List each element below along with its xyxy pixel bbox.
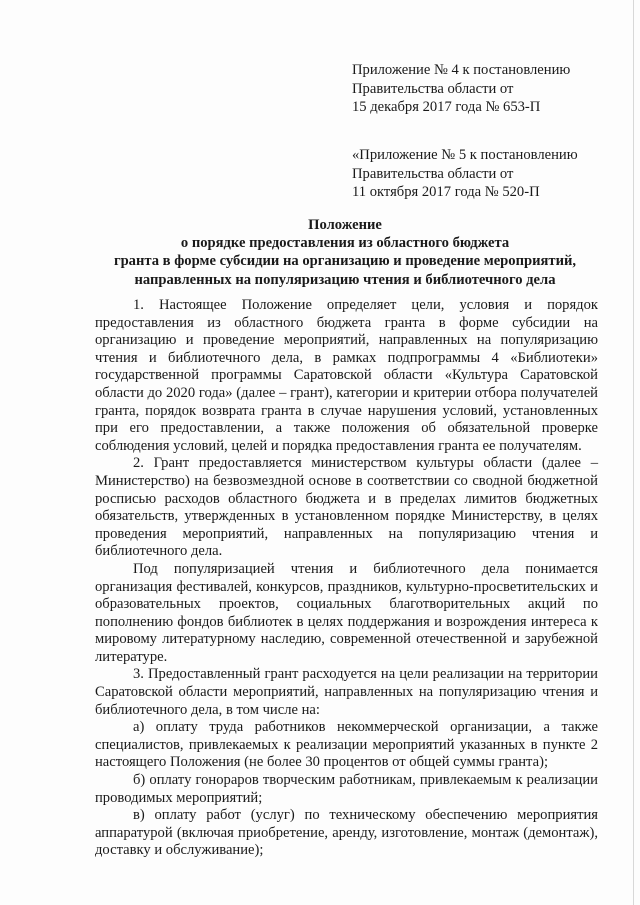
- appendix-current-line-2: Правительства области от: [352, 80, 514, 97]
- appendix-previous-line-1: «Приложение № 5 к постановлению: [352, 147, 578, 163]
- paragraph-2: 2. Грант предоставляется министерством культуры области (далее – Министерство) на безвозмездной основе в соответствии со сводной бюджетной росписью расходов областного бюджета и в пределах лимитов бюджетных обязательств, утвержденных в установленном порядке Министерству, в целях проведения мероприятий, направленных на популяризацию чтения и библиотечного дела.: [95, 455, 598, 560]
- paragraph-4: 3. Предоставленный грант расходуется на цели реализации на территории Саратовской области мероприятий, направленных на популяризацию чтения и библиотечного дела, в том числе на:: [95, 666, 598, 718]
- document-body: [95, 297, 598, 860]
- document-title: [90, 216, 600, 289]
- scan-edge-line: [633, 0, 634, 905]
- paragraph-item-b: б) оплату гонораров творческим работникам, привлекаемым к реализации проводимых мероприятий;: [95, 772, 598, 806]
- appendix-previous-line-2: Правительства области от: [352, 165, 514, 182]
- appendix-current-line-1: Приложение № 4 к постановлению: [352, 62, 571, 78]
- paragraph-item-v: в) оплату работ (услуг) по техническому обеспечению мероприятия аппаратурой (включая приобретение, аренду, изготовление, монтаж (демонтаж), доставку и обслуживание);: [95, 807, 598, 859]
- appendix-header-previous: [352, 146, 578, 202]
- appendix-header-current: [352, 61, 570, 117]
- title-line-1: Положение: [308, 217, 382, 233]
- paragraph-3: Под популяризацией чтения и библиотечного дела понимается организация фестивалей, конкурсов, праздников, культурно-просветительских и образовательных проектов, социальных благотворительных акций по пополнению фондов библиотек в целях поддержания и возрождения интереса к мировому литературному наследию, современной отечественной и зарубежной литературе.: [95, 560, 598, 665]
- appendix-previous-line-3: 11 октября 2017 года № 520-П: [352, 184, 540, 200]
- paragraph-1: 1. Настоящее Положение определяет цели, условия и порядок предоставления из областного бюджета гранта в форме субсидии на организацию и проведение мероприятий, направленных на популяризацию чтения и библиотечного дела, в рамках подпрограммы 4 «Библиотеки» государственной программы Саратовской области «Культура Саратовской области до 2020 года» (далее – грант), категории и критерии отбора получателей гранта, порядок возврата гранта в случае нарушения условий, установленных при его предоставлении, а также положения об обязательной проверке соблюдения условий, целей и порядка предоставления гранта ее получателям.: [95, 297, 598, 454]
- appendix-current-line-3: 15 декабря 2017 года № 653-П: [352, 99, 541, 115]
- title-line-2: о порядке предоставления из областного бюджета: [180, 235, 510, 252]
- title-line-4: направленных на популяризацию чтения и библиотечного дела: [134, 271, 556, 288]
- paragraph-item-a: а) оплату труда работников некоммерческой организации, а также специалистов, привлекаемых к реализации мероприятий указанных в пункте 2 настоящего Положения (не более 30 процентов от общей суммы гранта);: [95, 719, 598, 771]
- title-line-3: гранта в форме субсидии на организацию и проведение мероприятий,: [113, 253, 577, 270]
